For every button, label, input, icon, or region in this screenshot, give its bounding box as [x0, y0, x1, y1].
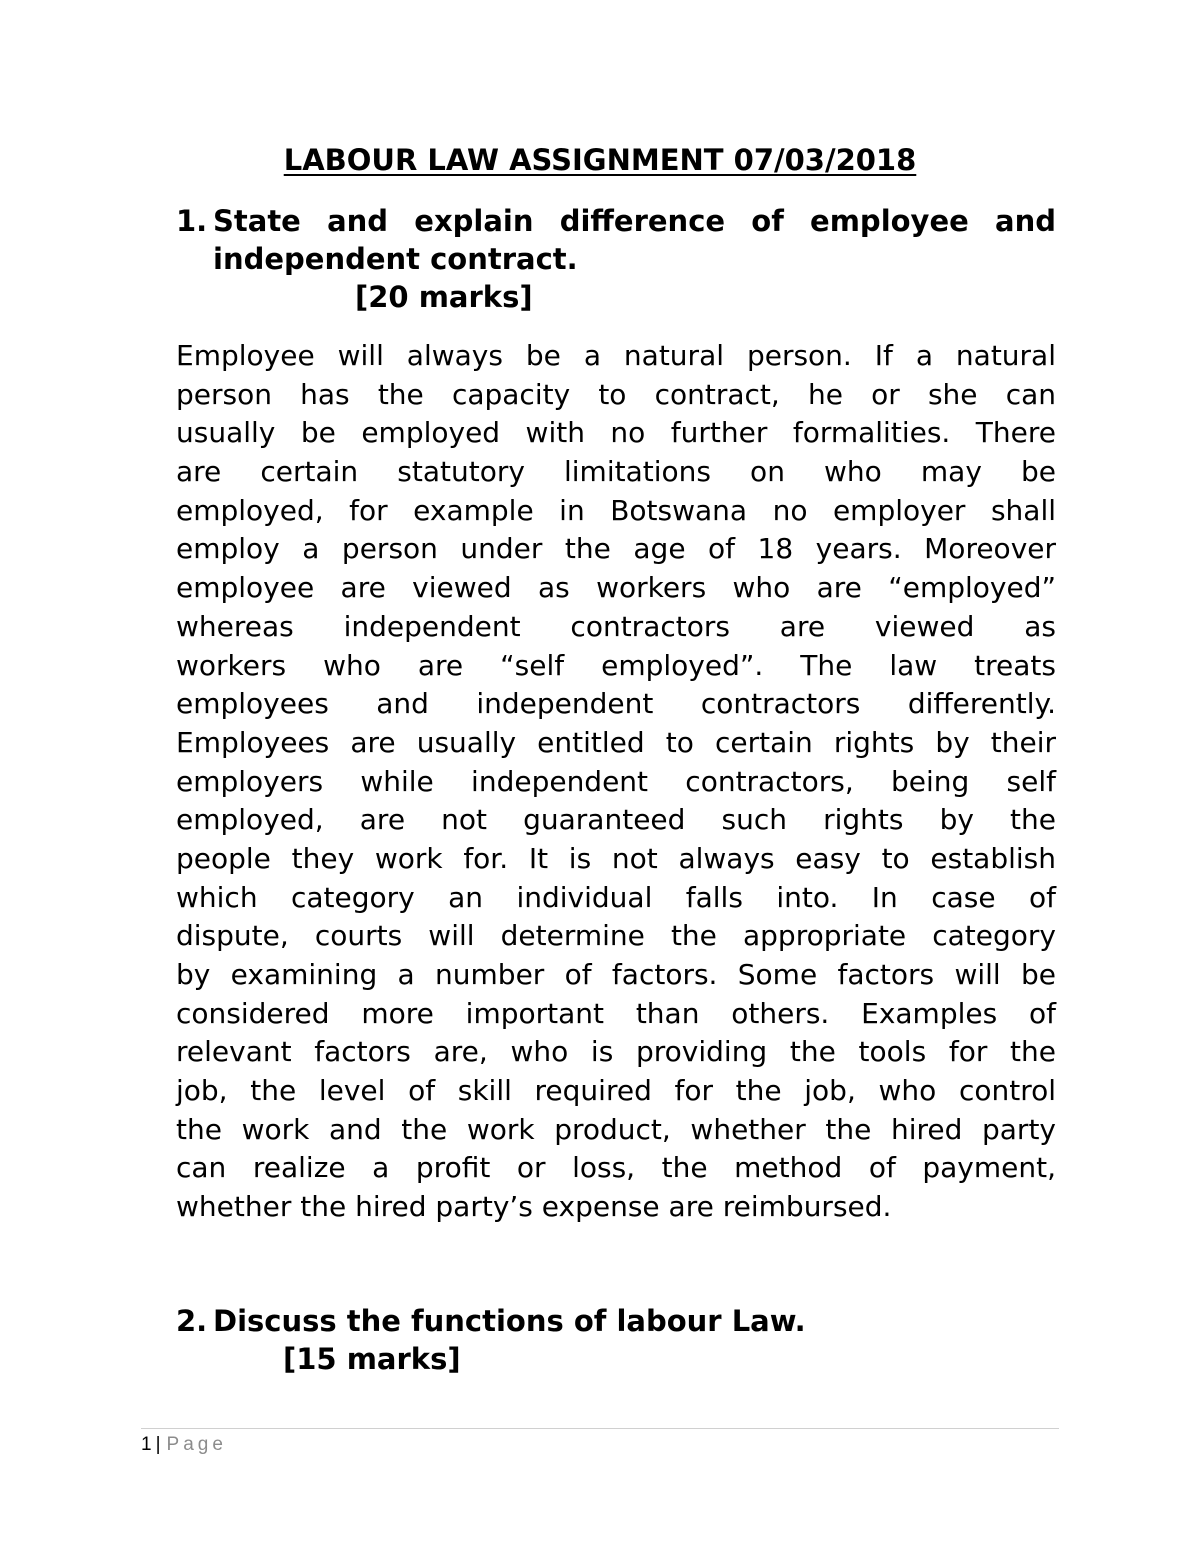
answer-1-line: person has the capacity to contract, he or she can: [176, 377, 1056, 411]
answer-1-line: employers while independent contractors, being self: [176, 764, 1056, 798]
answer-1-line: employ a person under the age of 18 years. Moreover: [176, 532, 1056, 566]
answer-1-line: by examining a number of factors. Some factors will be: [176, 958, 1056, 991]
answer-1-line: employed, for example in Botswana no employer shall: [176, 493, 1056, 527]
question-1-number: 1.: [176, 204, 208, 238]
footer-page-label: Page: [166, 1434, 227, 1455]
answer-1-line: relevant factors are, who is providing the tools for the: [176, 1035, 1056, 1069]
question-1-marks: [20 marks]: [355, 280, 533, 314]
answer-1-line: employees and independent contractors differently.: [176, 687, 1056, 721]
answer-1-line: dispute, courts will determine the appropriate category: [176, 919, 1056, 953]
question-1-text-line-1: State and explain difference of employee and: [213, 204, 1056, 238]
footer-separator: |: [155, 1434, 161, 1455]
question-1-first-line: [176, 202, 1056, 240]
question-2-number: 2.: [176, 1304, 208, 1338]
answer-1-line: usually be employed with no further formalities. There: [176, 416, 1056, 450]
answer-1-line: Employees are usually entitled to certain rights by their: [176, 725, 1056, 759]
answer-1-line: people they work for. It is not always easy to establish: [176, 841, 1056, 875]
answer-1-line: Employee will always be a natural person. If a natural: [176, 339, 1056, 372]
answer-1-line: employed, are not guaranteed such rights by the: [176, 803, 1056, 837]
answer-1-line: whereas independent contractors are viewed as: [176, 609, 1056, 643]
question-2-text: Discuss the functions of labour Law.: [213, 1304, 806, 1338]
answer-1-line: are certain statutory limitations on who may be: [176, 455, 1056, 489]
answer-1-line: job, the level of skill required for the job, who control: [176, 1074, 1056, 1108]
answer-1-line: considered more important than others. Examples of: [176, 996, 1056, 1030]
question-2: [176, 1302, 1056, 1378]
answer-1-line: whether the hired party’s expense are reimbursed.: [176, 1190, 892, 1224]
footer-divider: [141, 1428, 1059, 1429]
document-title: LABOUR LAW ASSIGNMENT 07/03/2018: [283, 143, 917, 177]
question-1: [176, 202, 1056, 316]
answer-1-line: the work and the work product, whether the hired party: [176, 1112, 1056, 1146]
answer-1-line: which category an individual falls into. In case of: [176, 880, 1056, 914]
footer-page-number: 1: [141, 1434, 152, 1455]
answer-1-paragraph: [176, 337, 1056, 1227]
question-2-first-line: [176, 1302, 1056, 1340]
answer-1-line: employee are viewed as workers who are “employed”: [176, 571, 1056, 605]
question-1-text-line-2: independent contract.: [213, 242, 578, 276]
question-2-marks: [15 marks]: [283, 1342, 461, 1376]
page-footer: [141, 1434, 227, 1456]
answer-1-line: can realize a profit or loss, the method of payment,: [176, 1151, 1056, 1185]
answer-1-line: workers who are “self employed”. The law treats: [176, 648, 1056, 682]
